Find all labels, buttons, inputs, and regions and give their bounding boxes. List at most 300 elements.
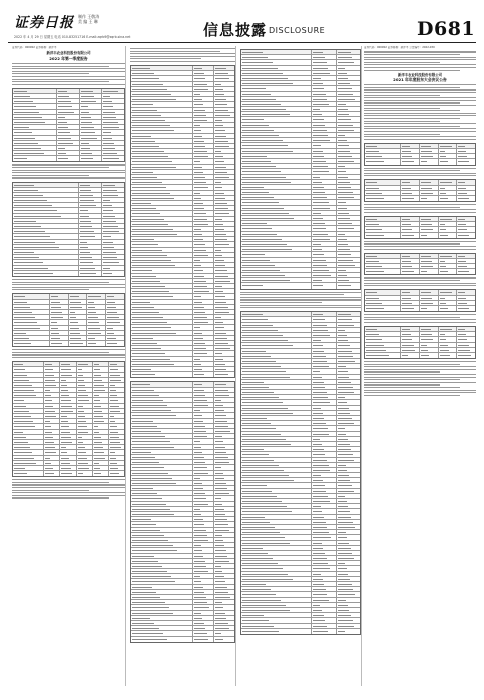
table-cell — [439, 186, 458, 190]
table-cell — [214, 165, 234, 169]
table-cell — [193, 336, 214, 340]
table-cell — [337, 598, 360, 602]
text-line — [12, 172, 125, 173]
table-cell — [60, 466, 76, 470]
table-cell — [241, 504, 312, 508]
table-cell — [241, 190, 312, 194]
table-cell — [102, 266, 124, 270]
table-cell — [214, 439, 234, 443]
table-cell — [131, 237, 193, 241]
table-cell — [337, 221, 360, 225]
table-cell — [50, 326, 69, 330]
table-cell — [131, 621, 193, 625]
table-cell — [131, 165, 193, 169]
table-cell — [312, 102, 336, 106]
table-cell — [312, 411, 336, 415]
table-cell — [365, 353, 401, 358]
table-cell — [77, 440, 93, 444]
table-cell — [241, 221, 312, 225]
table-cell — [109, 362, 124, 366]
table-cell — [102, 115, 124, 119]
table-cell — [214, 279, 234, 283]
table-cell — [337, 400, 360, 404]
table-cell — [312, 541, 336, 545]
table-cell — [193, 419, 214, 423]
table-row — [365, 233, 475, 238]
table-cell — [337, 149, 360, 153]
table-cell — [87, 294, 106, 298]
table-cell — [60, 414, 76, 418]
table-cell — [337, 66, 360, 70]
table-cell — [13, 373, 44, 377]
table-cell — [131, 631, 193, 635]
data-table — [240, 311, 361, 635]
table-cell — [241, 263, 312, 267]
table-cell — [131, 445, 193, 449]
table-cell — [131, 196, 193, 200]
table-cell — [312, 252, 336, 256]
table-cell — [214, 310, 234, 314]
table-cell — [214, 398, 234, 402]
table-cell — [214, 128, 234, 132]
table-cell — [57, 141, 80, 145]
table-cell — [365, 337, 401, 341]
table-cell — [79, 271, 102, 276]
table-cell — [401, 254, 420, 258]
table-cell — [50, 300, 69, 304]
table-cell — [102, 141, 124, 145]
table-cell — [420, 227, 439, 231]
table-cell — [241, 530, 312, 534]
text-line — [12, 73, 89, 74]
table-cell — [93, 393, 109, 397]
table-cell — [214, 325, 234, 329]
table-cell — [401, 149, 420, 153]
table-cell — [214, 92, 234, 96]
table-cell — [69, 341, 88, 346]
table-cell — [241, 273, 312, 277]
table-cell — [109, 450, 124, 454]
table-cell — [214, 460, 234, 464]
table-cell — [93, 367, 109, 371]
company-name: 新洋丰农业科技股份有限公司 — [397, 72, 443, 77]
table-cell — [44, 414, 60, 418]
table-cell — [77, 456, 93, 460]
table-cell — [214, 611, 234, 615]
table-cell — [312, 520, 336, 524]
table-cell — [131, 517, 193, 521]
table-cell — [420, 254, 439, 258]
table-cell — [312, 463, 336, 467]
table-cell — [337, 489, 360, 493]
table-cell — [214, 496, 234, 500]
table-cell — [312, 375, 336, 379]
text-line — [364, 115, 476, 116]
table-row — [365, 269, 475, 274]
table-cell — [109, 424, 124, 428]
table-cell — [193, 471, 214, 475]
table-cell — [214, 424, 234, 428]
table-cell — [93, 373, 109, 377]
table-cell — [312, 385, 336, 389]
table-cell — [77, 461, 93, 465]
column-quarterly-report — [12, 46, 126, 686]
table-cell — [13, 305, 50, 309]
table-cell — [109, 373, 124, 377]
table-cell — [312, 81, 336, 85]
text-line — [364, 371, 440, 372]
table-cell — [365, 180, 401, 184]
table-cell — [106, 331, 124, 335]
table-cell — [457, 191, 475, 195]
table-cell — [457, 159, 475, 164]
table-cell — [79, 250, 102, 254]
table-cell — [241, 92, 312, 96]
table-cell — [131, 476, 193, 480]
table-cell — [131, 507, 193, 511]
text-line — [12, 482, 109, 483]
table-cell — [102, 136, 124, 140]
table-cell — [193, 268, 214, 272]
table-cell — [13, 120, 57, 124]
table-cell — [193, 637, 214, 642]
table-cell — [241, 592, 312, 596]
table-cell — [312, 86, 336, 90]
text-line — [240, 305, 361, 306]
text-line — [364, 102, 460, 103]
table-cell — [312, 92, 336, 96]
table-cell — [13, 341, 50, 346]
table-cell — [193, 300, 214, 304]
table-cell — [131, 585, 193, 589]
table-cell — [337, 190, 360, 194]
text-line — [364, 70, 460, 71]
table-cell — [241, 317, 312, 321]
table-cell — [439, 144, 458, 148]
table-cell — [109, 419, 124, 423]
table-cell — [241, 375, 312, 379]
table-cell — [44, 393, 60, 397]
text-line — [364, 131, 476, 132]
table-cell — [131, 626, 193, 630]
table-cell — [79, 193, 102, 197]
table-cell — [102, 130, 124, 134]
table-cell — [241, 463, 312, 467]
table-cell — [214, 351, 234, 355]
table-cell — [57, 115, 80, 119]
table-cell — [193, 351, 214, 355]
table-cell — [312, 76, 336, 80]
table-cell — [241, 416, 312, 420]
table-cell — [13, 214, 79, 218]
table-cell — [241, 618, 312, 622]
table-cell — [241, 86, 312, 90]
table-cell — [193, 517, 214, 521]
table-cell — [193, 331, 214, 335]
table-cell — [131, 460, 193, 464]
table-cell — [241, 237, 312, 241]
table-cell — [131, 82, 193, 86]
table-cell — [193, 341, 214, 345]
text-line — [364, 173, 476, 174]
table-cell — [312, 154, 336, 158]
table-cell — [241, 328, 312, 332]
text-line — [12, 487, 125, 488]
table-cell — [241, 71, 312, 75]
table-cell — [69, 310, 88, 314]
table-cell — [365, 217, 401, 221]
table-cell — [44, 388, 60, 392]
table-cell — [193, 434, 214, 438]
table-cell — [109, 471, 124, 476]
table-cell — [312, 123, 336, 127]
table-row — [13, 341, 124, 346]
table-cell — [439, 306, 458, 311]
table-cell — [457, 337, 475, 341]
table-cell — [241, 211, 312, 215]
table-cell — [60, 435, 76, 439]
table-cell — [102, 255, 124, 259]
table-cell — [193, 185, 214, 189]
table-cell — [337, 76, 360, 80]
table-cell — [312, 566, 336, 570]
table-cell — [93, 388, 109, 392]
table-cell — [44, 461, 60, 465]
table-cell — [337, 483, 360, 487]
table-cell — [131, 398, 193, 402]
report-title: 2022 年第一季度报告 — [49, 56, 88, 61]
table-cell — [241, 494, 312, 498]
table-cell — [131, 434, 193, 438]
table-cell — [214, 559, 234, 563]
text-block — [12, 164, 125, 178]
table-cell — [193, 134, 214, 138]
table-cell — [457, 259, 475, 263]
table-cell — [457, 343, 475, 347]
table-cell — [241, 546, 312, 550]
table-cell — [439, 180, 458, 184]
table-cell — [214, 217, 234, 221]
table-cell — [312, 180, 336, 184]
table-cell — [214, 289, 234, 293]
table-cell — [312, 143, 336, 147]
table-cell — [401, 227, 420, 231]
table-cell — [131, 248, 193, 252]
table-cell — [109, 435, 124, 439]
table-cell — [401, 269, 420, 274]
table-cell — [87, 326, 106, 330]
table-cell — [102, 99, 124, 103]
table-cell — [79, 245, 102, 249]
table-cell — [457, 332, 475, 336]
table-cell — [241, 66, 312, 70]
table-cell — [60, 440, 76, 444]
table-cell — [241, 509, 312, 513]
table-cell — [457, 196, 475, 201]
table-cell — [44, 466, 60, 470]
table-cell — [214, 408, 234, 412]
table-cell — [312, 258, 336, 262]
table-cell — [109, 388, 124, 392]
table-cell — [241, 138, 312, 142]
table-cell — [337, 426, 360, 430]
editor-credits — [78, 14, 99, 24]
table-cell — [457, 269, 475, 274]
table-cell — [131, 123, 193, 127]
table-cell — [214, 372, 234, 377]
table-cell — [401, 353, 420, 358]
table-cell — [214, 66, 234, 70]
table-cell — [312, 232, 336, 236]
table-cell — [131, 413, 193, 417]
text-line — [364, 285, 476, 286]
table-cell — [337, 364, 360, 368]
table-cell — [102, 198, 124, 202]
table-cell — [312, 613, 336, 617]
text-line — [364, 280, 460, 281]
table-cell — [131, 471, 193, 475]
table-cell — [13, 424, 44, 428]
table-cell — [13, 229, 79, 233]
table-cell — [241, 437, 312, 441]
table-cell — [420, 186, 439, 190]
table-cell — [131, 502, 193, 506]
table-cell — [312, 624, 336, 628]
table-cell — [44, 440, 60, 444]
table-cell — [337, 328, 360, 332]
table-cell — [79, 224, 102, 228]
table-cell — [214, 196, 234, 200]
table-cell — [102, 193, 124, 197]
table-cell — [79, 260, 102, 264]
table-cell — [93, 435, 109, 439]
page-number: D681 — [417, 18, 476, 40]
table-cell — [80, 141, 103, 145]
table-cell — [93, 378, 109, 382]
table-cell — [312, 216, 336, 220]
table-cell — [337, 317, 360, 321]
table-cell — [337, 442, 360, 446]
table-cell — [193, 263, 214, 267]
table-cell — [312, 50, 336, 54]
table-cell — [214, 579, 234, 583]
table-cell — [439, 269, 458, 274]
table-cell — [80, 115, 103, 119]
table-cell — [337, 263, 360, 267]
table-cell — [214, 574, 234, 578]
text-line — [364, 89, 476, 90]
table-cell — [44, 383, 60, 387]
table-cell — [214, 548, 234, 552]
table-cell — [193, 310, 214, 314]
table-cell — [214, 357, 234, 361]
table-cell — [401, 343, 420, 347]
table-cell — [312, 343, 336, 347]
table-cell — [401, 306, 420, 311]
table-cell — [214, 429, 234, 433]
table-cell — [420, 144, 439, 148]
table-cell — [13, 266, 79, 270]
announcement-code-heading: 证券代码：000902 证券简称：新洋丰 公告编号：2022-030 — [364, 46, 435, 49]
table-cell — [193, 180, 214, 184]
table-cell — [131, 206, 193, 210]
table-cell — [439, 353, 458, 358]
table-cell — [193, 87, 214, 91]
table-cell — [312, 618, 336, 622]
table-cell — [193, 450, 214, 454]
table-cell — [241, 421, 312, 425]
column-financial-tables — [130, 46, 236, 686]
table-cell — [102, 229, 124, 233]
table-cell — [80, 151, 103, 155]
table-cell — [337, 92, 360, 96]
table-cell — [77, 362, 93, 366]
text-line — [364, 139, 476, 140]
table-cell — [439, 348, 458, 352]
table-cell — [131, 201, 193, 205]
table-cell — [337, 618, 360, 622]
table-cell — [420, 353, 439, 358]
table-cell — [439, 196, 458, 201]
table-cell — [193, 170, 214, 174]
table-cell — [214, 621, 234, 625]
table-cell — [193, 382, 214, 386]
text-block — [364, 84, 476, 140]
table-cell — [401, 159, 420, 164]
text-line — [364, 108, 440, 109]
table-cell — [312, 380, 336, 384]
table-cell — [93, 404, 109, 408]
table-cell — [87, 305, 106, 309]
table-cell — [439, 290, 458, 294]
table-cell — [131, 408, 193, 412]
table-cell — [193, 305, 214, 309]
data-table — [240, 49, 361, 290]
table-cell — [131, 294, 193, 298]
table-cell — [214, 367, 234, 371]
table-cell — [79, 198, 102, 202]
table-cell — [214, 242, 234, 246]
table-cell — [57, 110, 80, 114]
table-cell — [457, 296, 475, 300]
table-cell — [57, 120, 80, 124]
text-line — [364, 110, 460, 111]
table-cell — [214, 481, 234, 485]
table-cell — [193, 139, 214, 143]
table-cell — [312, 55, 336, 59]
table-cell — [69, 300, 88, 304]
table-cell — [193, 211, 214, 215]
table-cell — [193, 315, 214, 319]
table-cell — [109, 393, 124, 397]
table-cell — [439, 332, 458, 336]
table-cell — [193, 522, 214, 526]
table-cell — [365, 222, 401, 226]
table-cell — [193, 424, 214, 428]
table-cell — [131, 455, 193, 459]
table-cell — [214, 118, 234, 122]
table-cell — [337, 603, 360, 607]
table-cell — [193, 507, 214, 511]
table-cell — [13, 219, 79, 223]
table-row — [365, 196, 475, 201]
table-cell — [193, 102, 214, 106]
table-cell — [93, 461, 109, 465]
table-cell — [420, 196, 439, 201]
table-cell — [214, 388, 234, 392]
table-row — [13, 471, 124, 476]
table-cell — [420, 337, 439, 341]
